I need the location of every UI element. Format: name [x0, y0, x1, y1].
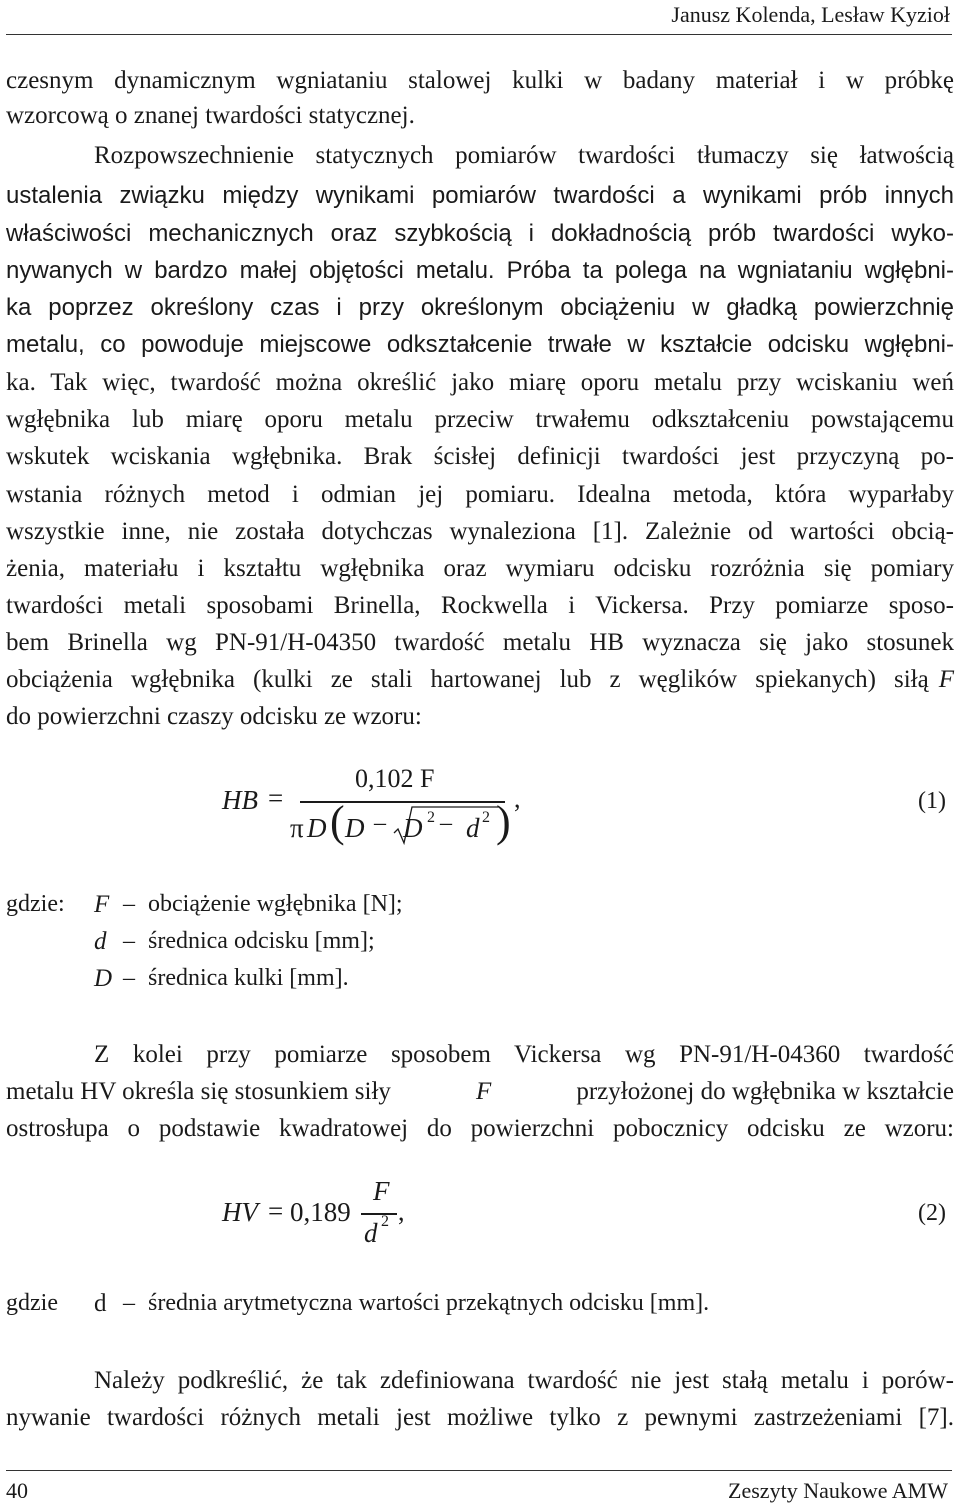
body-line: Rozpowszechnienie statycznych pomiarów twardości tłumaczy się łatwością	[94, 142, 954, 169]
eq2-lhs: HV	[222, 1197, 258, 1227]
body-line: właściwości mechanicznych oraz szybkością i dokładnością prób twardości wyko-	[6, 220, 954, 247]
eq1-den-D2: D	[345, 813, 365, 843]
body-line: nywanych w bardzo małej objętości metalu. Próba ta polega na wgniataniu wgłębni-	[6, 257, 954, 284]
eq1-number: (1)	[918, 788, 946, 814]
eq1-pi: π	[290, 813, 304, 843]
body-line: żenia, materiału i kształtu wgłębnika oraz wymiaru odcisku rozróżnia się pomiary	[6, 555, 954, 582]
body-line: czesnym dynamicznym wgniataniu stalowej kulki w badany materiał i w próbkę	[6, 67, 954, 94]
where1-dash: –	[123, 891, 135, 917]
body-line: wstania różnych metod i odmian jej pomiaru. Idealna metoda, która wyparłaby	[6, 481, 954, 508]
body-line: ka poprzez określony czas i przy określonym obciążeniu w gładką powierzchnię	[6, 294, 954, 321]
eq1-lhs: HB	[222, 785, 258, 815]
eq2-number: (2)	[918, 1200, 946, 1226]
body-line: wszystkie inne, nie została dotychczas wynaleziona [1]. Zależnie od wartości obcią-	[6, 518, 954, 545]
body-line: Z kolei przy pomiarze sposobem Vickersa wg PN-91/H-04360 twardość	[94, 1041, 954, 1068]
where2-dash: –	[123, 1290, 135, 1316]
eq1-right-paren: )	[496, 797, 511, 846]
eq2-coefficient: 0,189	[290, 1197, 351, 1227]
header-rule	[6, 34, 952, 35]
where1-text: obciążenie wgłębnika [N];	[148, 891, 403, 917]
where1-dash: –	[123, 965, 135, 991]
where2-symbol: d	[94, 1290, 107, 1317]
page-number: 40	[6, 1478, 28, 1503]
where2-text: średnia arytmetyczna wartości przekątnych odcisku [mm].	[148, 1290, 710, 1316]
eq2-fraction-bar	[361, 1213, 397, 1215]
eq1-exp2: 2	[482, 809, 490, 826]
body-line: do powierzchni czaszy odcisku ze wzoru:	[6, 703, 422, 730]
body-line-text: metalu HV określa się stosunkiem siły	[6, 1078, 391, 1105]
where2-label: gdzie	[6, 1290, 58, 1316]
journal-name: Zeszyty Naukowe AMW	[728, 1478, 948, 1503]
eq2-denominator: d	[364, 1218, 378, 1248]
force-symbol: F	[938, 666, 954, 693]
eq1-den-minus: –	[374, 810, 386, 836]
body-line-text: obciążenia wgłębnika (kulki ze stali hartowanej lub z węglików spiekanych) siłą	[6, 666, 929, 693]
where1-text: średnica odcisku [mm];	[148, 928, 375, 954]
eq2-equals: =	[268, 1196, 284, 1226]
where1-label: gdzie:	[6, 891, 65, 917]
where1-dash: –	[123, 928, 135, 954]
footer-rule	[6, 1470, 952, 1471]
header-authors: Janusz Kolenda, Lesław Kyzioł	[671, 2, 950, 27]
body-line: wzorcową o znanej twardości statycznej.	[6, 102, 415, 129]
eq2-numerator: F	[373, 1176, 390, 1206]
where1-symbol: F	[94, 891, 110, 918]
eq1-numerator-text: 0,102 F	[355, 764, 435, 793]
eq1-comma: ,	[514, 784, 521, 813]
body-line: wgłębnika lub miarę oporu metalu przeciw trwałemu odkształceniu powstającemu	[6, 406, 954, 433]
running-header	[671, 2, 950, 28]
where1-symbol: d	[94, 928, 107, 955]
body-line: Należy podkreślić, że tak zdefiniowana twardość nie jest stałą metalu i porów-	[94, 1367, 954, 1394]
body-line: ostrosłupa o podstawie kwadratowej do powierzchni pobocznicy odcisku ze wzoru:	[6, 1115, 954, 1142]
where1-text: średnica kulki [mm].	[148, 965, 349, 991]
eq1-den-D1: D	[307, 813, 327, 843]
eq1-den-minus2: –	[440, 810, 452, 836]
body-line: ka. Tak więc, twardość można określić jako miarę oporu metalu przy wciskaniu weń	[6, 369, 954, 396]
body-line: nywanie twardości różnych metali jest możliwe tylko z pewnymi zastrzeżeniami [7].	[6, 1404, 954, 1431]
body-line: twardości metali sposobami Brinella, Rockwella i Vickersa. Przy pomiarze sposo-	[6, 592, 954, 619]
eq2-comma: ,	[398, 1197, 405, 1226]
eq1-den-D3: D	[403, 813, 423, 843]
eq1-exp1: 2	[427, 809, 435, 826]
eq2-exponent: 2	[381, 1213, 389, 1230]
body-line	[6, 663, 954, 697]
body-line: wskutek wciskania wgłębnika. Brak ścisłej definicji twardości jest przyczyną po-	[6, 443, 954, 470]
body-line: ustalenia związku między wynikami pomiarów twardości a wynikami prób innych	[6, 182, 954, 209]
body-line-text: przyłożonej do wgłębnika w kształcie	[576, 1078, 954, 1105]
force-symbol: F	[475, 1078, 492, 1105]
where1-symbol: D	[94, 965, 113, 992]
body-line: metalu, co powoduje miejscowe odkształcenie trwałe w kształcie odcisku wgłębni-	[6, 331, 954, 358]
eq1-left-paren: (	[330, 797, 345, 846]
body-line	[6, 1075, 954, 1109]
eq1-den-d: d	[466, 813, 480, 843]
eq1-numerator	[355, 764, 434, 794]
eq1-equals: =	[268, 783, 284, 813]
body-line: bem Brinella wg PN-91/H-04350 twardość metalu HB wyznacza się jako stosunek	[6, 629, 954, 656]
